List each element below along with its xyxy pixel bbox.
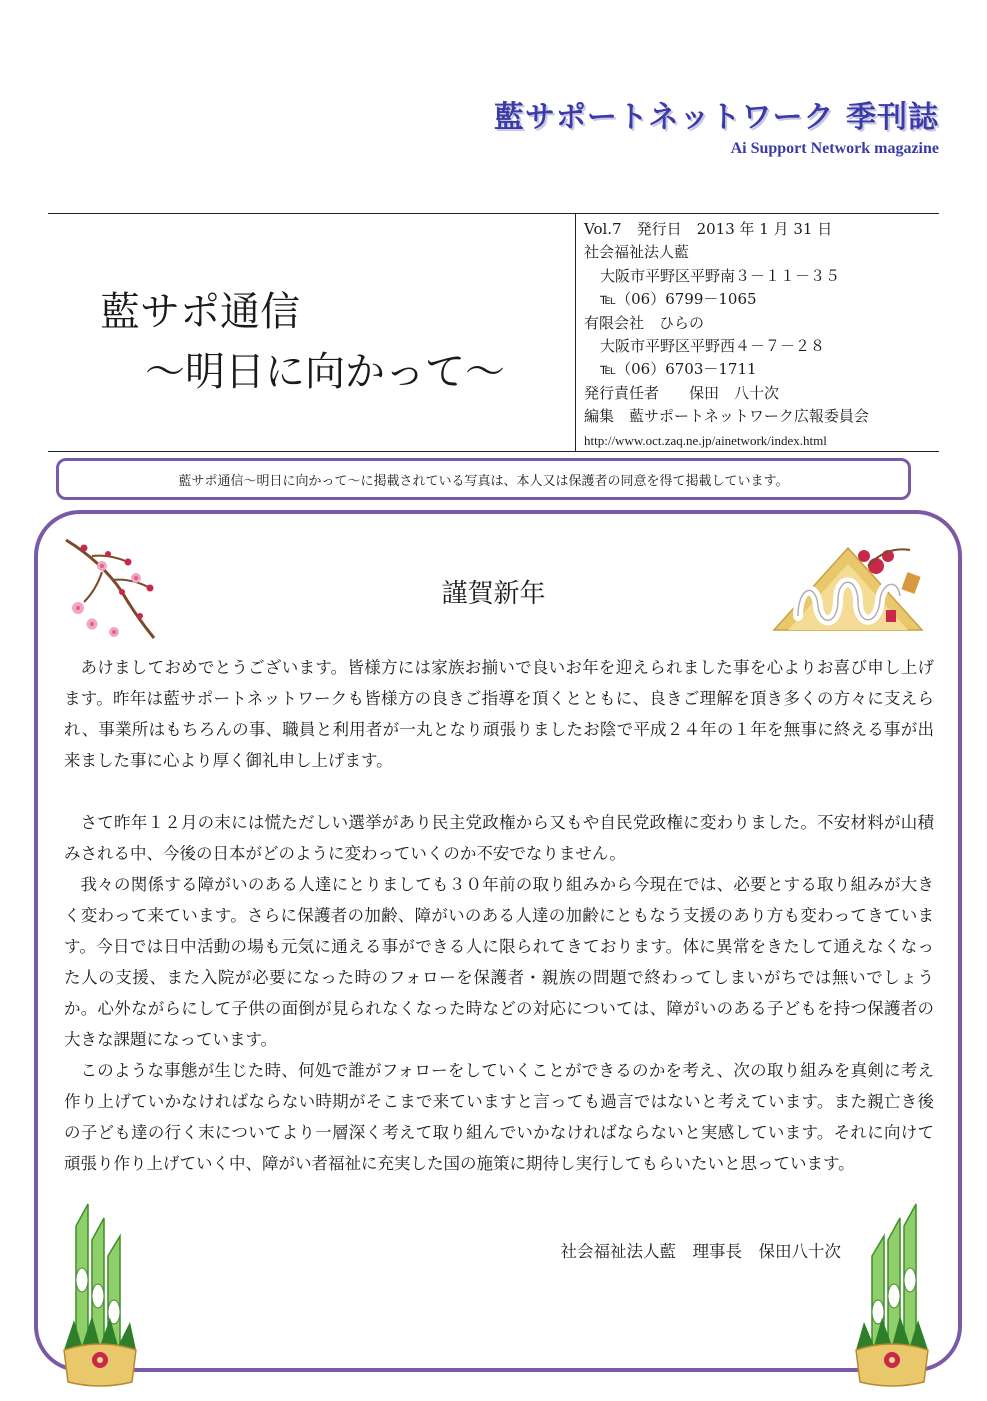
org1-name: 社会福祉法人藍 xyxy=(584,243,690,262)
org2-address: 大阪市平野区平野西４－７－２８ xyxy=(600,337,826,356)
org2-name: 有限会社 ひらの xyxy=(584,313,705,332)
publication-info xyxy=(584,218,869,452)
letter-title: 謹賀新年 xyxy=(441,579,546,609)
editor-line: 編集 藍サポートネットワーク広報委員会 xyxy=(584,407,869,426)
website-link[interactable]: http://www.oct.zaq.ne.jp/ainetwork/index.html xyxy=(584,432,827,448)
letter-signature: 社会福祉法人藍 理事長 保田八十次 xyxy=(560,1242,841,1261)
letter-paragraph: あけましておめでとうございます。皆様方には家族お揃いで良いお年を迎えられました事を心よりお喜び申し上げます。昨年は藍サポートネットワークも皆様方の良きご指導を頂くとともに、良きご理解を頂き多くの方々に支えられ、事業所はもちろんの事、職員と利用者が一丸となり頑張りましたお陰で平成２４年の１年を無事に終える事が出来ました事に心より厚く御礼申し上げます。 xyxy=(64,658,934,770)
letter-paragraph: 我々の関係する障がいのある人達にとりましても３０年前の取り組みから今現在では、必要とする取り組みが大きく変わって来ています。さらに保護者の加齢、障がいのある人達の加齢にともなう支援のあり方も変わってきています。今日では日中活動の場も元気に通える事ができる人に限られてきております。体に異常をきたして通えなくなった人の支援、また入院が必要になった時のフォローを保護者・親族の問題で終わってしまいがちでは無いでしょうか。心外ながらにして子供の面倒が見られなくなった時などの対応については、障がいのある子どもを持つ保護者の大きな課題になっています。 xyxy=(64,875,934,1049)
org1-address: 大阪市平野区平野南３－１１－３５ xyxy=(600,266,841,285)
header-top-rule xyxy=(48,213,939,214)
photo-consent-notice xyxy=(56,458,911,500)
org1-tel: ℡（06）6799－1065 xyxy=(600,290,757,309)
letter-paragraph: さて昨年１２月の末には慌ただしい選挙があり民主党政権から又もや自民党政権に変わりました。不安材料が山積みされる中、今後の日本がどのように変わっていくのか不安でなりません。 xyxy=(64,813,934,863)
header-divider xyxy=(575,213,576,451)
newsletter-subtitle: ～明日に向かって～ xyxy=(145,349,505,395)
notice-text: 藍サポ通信～明日に向かって～に掲載されている写真は、本人又は保護者の同意を得て掲載しています。 xyxy=(178,473,789,489)
letter-paragraph: このような事態が生じた時、何処で誰がフォローをしていくことができるのかを考え、次の取り組みを真剣に考え作り上げていかなければならない時期がそこまで来ていますと言っても過言ではないと考えています。また親亡き後の子ども達の行く末についてより一層深く考えて取り組んでいかなければならないと実感しています。それに向けて頑張り作り上げていく中、障がい者福祉に充実した国の施策に期待し実行してもらいたいと思っています。 xyxy=(64,1061,934,1173)
issue-line: Vol.7 発行日 2013 年 1 月 31 日 xyxy=(584,220,833,238)
newsletter-title: 藍サポ通信 xyxy=(100,289,300,335)
letter-body xyxy=(64,652,934,1179)
publisher-line: 発行責任者 保田 八十次 xyxy=(584,383,780,402)
org2-tel: ℡（06）6703－1711 xyxy=(600,360,757,379)
magazine-subtitle: Ai Support Network magazine xyxy=(730,140,939,157)
kadomatsu-icon xyxy=(60,1200,140,1390)
magazine-title: 藍サポートネットワーク 季刊誌 xyxy=(493,100,939,135)
kadomatsu-icon xyxy=(852,1200,932,1390)
